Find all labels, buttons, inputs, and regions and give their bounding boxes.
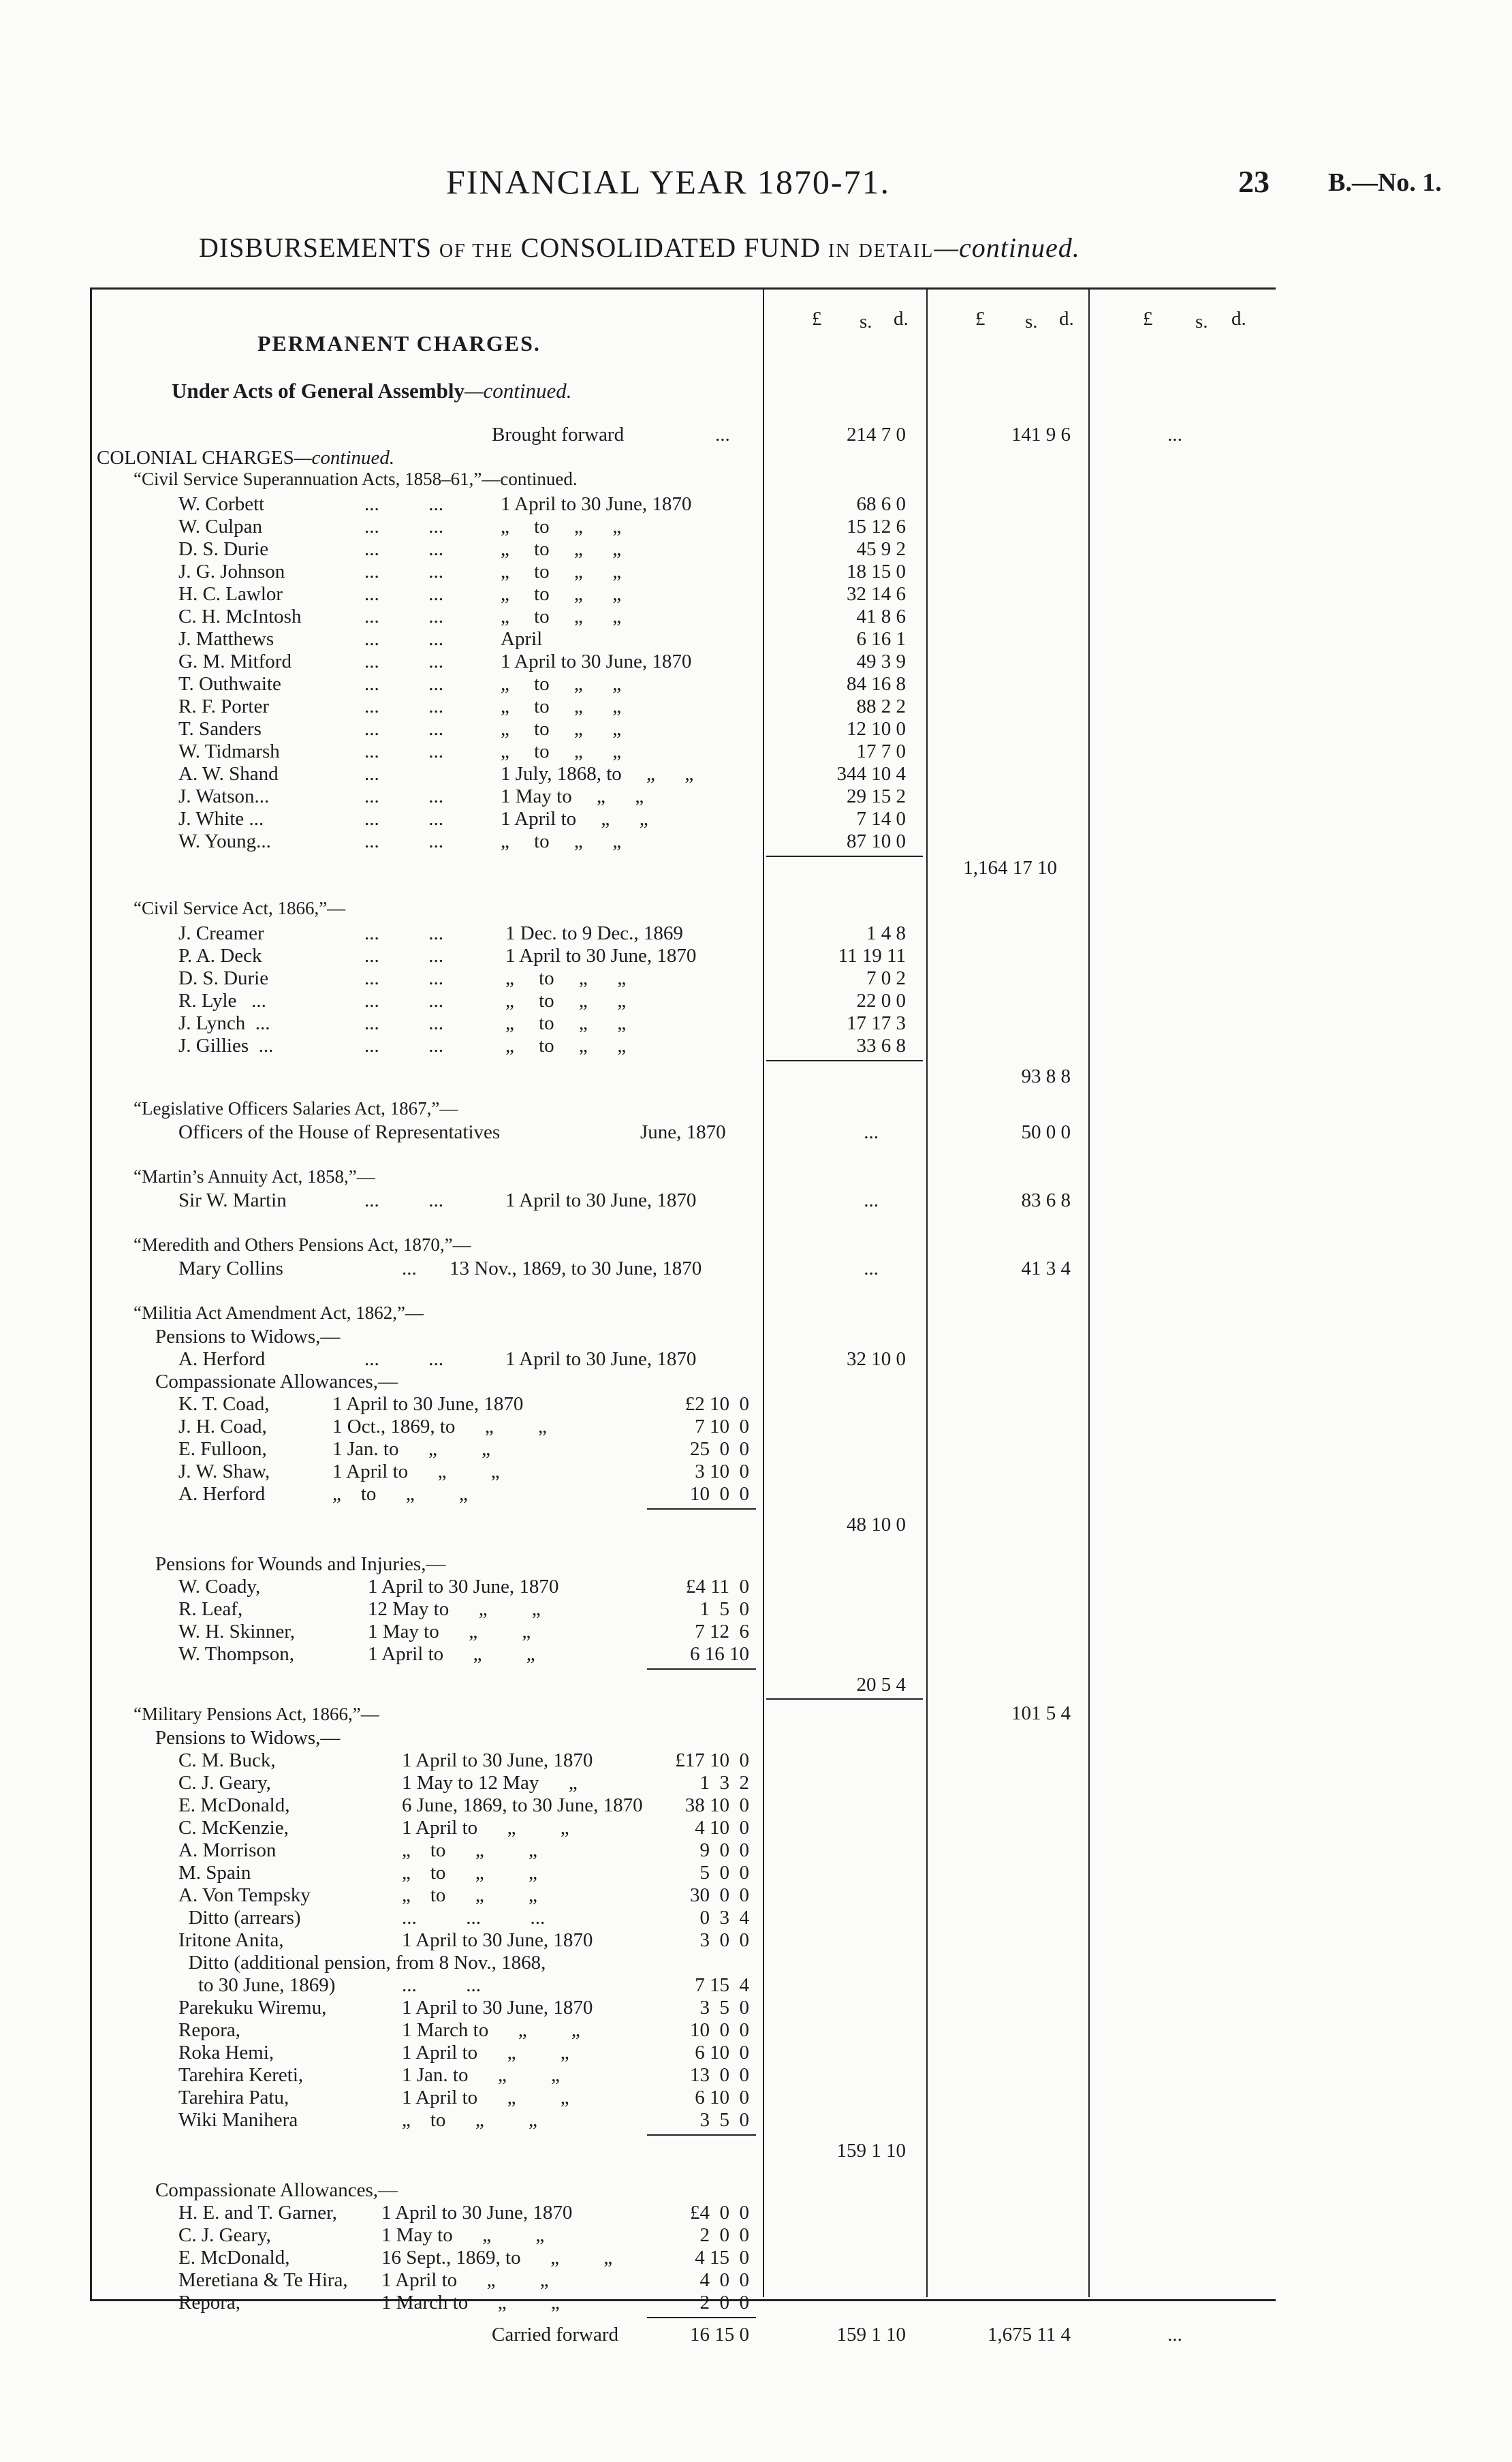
row-period: 1 May to „ „	[381, 2224, 545, 2246]
pensioner-name: C. McKenzie,	[178, 1817, 289, 1839]
brought-forward-dots: ...	[715, 424, 730, 446]
inner-amount: £4 11 0	[685, 1576, 749, 1598]
pensioner-name: W. Tidmarsh	[178, 741, 280, 762]
row-period: „ to „ „	[402, 1884, 537, 1906]
pensioner-name: R. Leaf,	[178, 1598, 243, 1620]
inner-amount: 3 5 0	[699, 1997, 749, 2019]
row-amount: 29 15 2	[847, 785, 906, 807]
total-rule	[647, 2134, 756, 2136]
row-dots: ... ...	[364, 741, 443, 762]
act-heading: “Militia Act Amendment Act, 1862,”—	[133, 1303, 424, 1323]
total-rule	[766, 1698, 923, 1700]
pensioner-name: J. White ...	[178, 808, 264, 830]
colonial-heading	[97, 447, 394, 469]
row-period: „ to „ „	[505, 990, 627, 1012]
carried-forward-col2: 1,675 11 4	[987, 2324, 1071, 2346]
row-amount: 17 17 3	[847, 1012, 906, 1034]
pensioner-name: E. Fulloon,	[178, 1438, 267, 1460]
row-period: 6 June, 1869, to 30 June, 1870	[402, 1794, 643, 1816]
total-rule	[647, 1508, 756, 1510]
pensioner-name: J. H. Coad,	[178, 1416, 267, 1437]
subtitle-part: DISBURSEMENTS	[199, 232, 432, 263]
row-dots: ... ...	[364, 808, 443, 830]
inner-amount: 4 15 0	[695, 2247, 749, 2269]
pensioner-name: R. Lyle ...	[178, 990, 266, 1012]
row-amount: 32 14 6	[847, 583, 906, 605]
row-period: 1 April to „ „	[402, 1817, 569, 1839]
col-pence: d.	[1059, 308, 1074, 330]
row-period: 12 May to „ „	[368, 1598, 541, 1620]
row-amount: 45 9 2	[856, 538, 906, 560]
row-dots: ... ...	[364, 606, 443, 627]
column-divider	[926, 287, 928, 2297]
row-period: 1 April to „ „	[368, 1643, 535, 1665]
row-amount: 12 10 0	[847, 718, 906, 740]
act-line: Officers of the House of Representatives	[178, 1121, 501, 1143]
inner-amount: 7 10 0	[695, 1416, 749, 1437]
row-period: „ to „ „	[501, 538, 622, 560]
pensioner-name: Tarehira Kereti,	[178, 2064, 304, 2086]
row-period: 1 Jan. to „ „	[332, 1438, 490, 1460]
pensioner-name: A. W. Shand	[178, 763, 279, 785]
brought-forward-col2: 141 9 6	[1011, 424, 1071, 446]
inner-amount: £17 10 0	[675, 1749, 749, 1771]
row-period: „ to „ „	[501, 741, 622, 762]
row-dots: ... ...	[364, 673, 443, 695]
pensioner-name: W. Young...	[178, 830, 271, 852]
subtitle-part: IN	[828, 240, 851, 262]
pensioner-name: Iritone Anita,	[178, 1929, 284, 1951]
row-dots: ... ...	[364, 830, 443, 852]
pensioner-name: J. G. Johnson	[178, 561, 285, 582]
row-period: „ to „ „	[501, 718, 622, 740]
row-period: „ to „ „	[501, 673, 622, 695]
act-total: 1,164 17 10	[963, 857, 1057, 879]
row-period: 1 April to „ „	[402, 2087, 569, 2108]
row-period: 16 Sept., 1869, to „ „	[381, 2247, 613, 2269]
row-dots: ... ...	[364, 718, 443, 740]
act-line: Mary Collins	[178, 1258, 283, 1279]
pensioner-name: P. A. Deck	[178, 945, 262, 967]
pensioner-name: T. Outhwaite	[178, 673, 281, 695]
inner-amount: 1 3 2	[699, 1772, 749, 1794]
pensioner-name: T. Sanders	[178, 718, 262, 740]
row-dots: ... ...	[364, 945, 443, 967]
row-period: 1 May to „ „	[501, 785, 644, 807]
row-dots: ... ...	[364, 1012, 443, 1034]
row-period: 1 April to 30 June, 1870	[368, 1576, 559, 1598]
inner-amount: 30 0 0	[690, 1884, 749, 1906]
row-amount: 49 3 9	[856, 651, 906, 672]
pensioner-name: Wiki Manihera	[178, 2109, 298, 2131]
colonial-heading-text: COLONIAL CHARGES	[97, 447, 294, 469]
row-period: 1 April to „ „	[501, 808, 648, 830]
col-pound: £	[1143, 308, 1153, 330]
row-dots: ... ...	[364, 922, 443, 944]
row-period: 1 April to 30 June, 1870	[501, 493, 692, 515]
pensioner-name: Repora,	[178, 2019, 240, 2041]
pensioner-name: R. F. Porter	[178, 696, 270, 717]
row-period: „ to „ „	[402, 1839, 537, 1861]
document-reference: B.—No. 1.	[1328, 168, 1442, 197]
inner-amount: 4 0 0	[699, 2269, 749, 2291]
row-period: 13 Nov., 1869, to 30 June, 1870	[450, 1258, 702, 1279]
pensioner-name: to 30 June, 1869)	[178, 1974, 336, 1996]
row-amount: 87 10 0	[847, 830, 906, 852]
pensioner-name: D. S. Durie	[178, 967, 269, 989]
inner-amount: 9 0 0	[699, 1839, 749, 1861]
row-amount: 88 2 2	[856, 696, 906, 717]
pensioner-name: H. C. Lawlor	[178, 583, 283, 605]
col-shilling: s.	[1195, 311, 1208, 332]
row-period: „ to „ „	[402, 2109, 537, 2131]
pensioner-name: J. W. Shaw,	[178, 1461, 270, 1482]
total-rule	[647, 2317, 756, 2318]
act-line: Sir W. Martin	[178, 1189, 287, 1211]
row-amount: 22 0 0	[856, 990, 906, 1012]
row-amount: 15 12 6	[847, 516, 906, 537]
row-period: „ to „ „	[402, 1862, 537, 1884]
row-period: „ to „ „	[505, 1012, 627, 1034]
brought-forward-col1: 214 7 0	[847, 424, 906, 446]
row-period: 1 Oct., 1869, to „ „	[332, 1416, 547, 1437]
brought-forward-label: Brought forward	[492, 424, 625, 446]
row-dots: ... ...	[364, 990, 443, 1012]
pensioner-name: W. Corbett	[178, 493, 265, 515]
pensioner-name: G. M. Mitford	[178, 651, 292, 672]
row-period: April	[501, 628, 543, 650]
row-period: „ to „ „	[501, 830, 622, 852]
section-subtitle-text: Under Acts of General Assembly	[172, 379, 464, 403]
row-dots: ... ...	[364, 516, 443, 537]
pensioner-name: Ditto (additional pension, from 8 Nov., 1868,	[178, 1952, 546, 1974]
group-total: 159 1 10	[836, 2140, 906, 2162]
inner-amount: 7 12 6	[695, 1621, 749, 1642]
row-amount: 32 10 0	[847, 1348, 906, 1370]
row-period: 1 May to „ „	[368, 1621, 531, 1642]
inner-amount: 25 0 0	[690, 1438, 749, 1460]
pensioner-name: Tarehira Patu,	[178, 2087, 289, 2108]
carried-forward-label: Carried forward	[492, 2324, 618, 2346]
row-period: 1 April to 30 June, 1870	[501, 651, 692, 672]
carried-forward-col3: ...	[1167, 2324, 1182, 2346]
row-dots: ...	[402, 1258, 417, 1279]
row-period: 1 July, 1868, to „ „	[501, 763, 694, 785]
row-period: 1 April to „ „	[402, 2042, 569, 2063]
row-dots: ... ...	[364, 628, 443, 650]
row-dots: ... ...	[364, 538, 443, 560]
pensioner-name: E. McDonald,	[178, 2247, 290, 2269]
pensioner-name: A. Von Tempsky	[178, 1884, 311, 1906]
group-label: Compassionate Allowances,—	[155, 2179, 398, 2201]
row-dots: ... ...	[364, 967, 443, 989]
pensioner-name: J. Gillies ...	[178, 1035, 274, 1057]
row-dots: ... ...	[364, 583, 443, 605]
pensioner-name: J. Creamer	[178, 922, 264, 944]
section-subtitle	[172, 379, 572, 403]
row-amount: 6 16 1	[856, 628, 906, 650]
row-period: 1 April to 30 June, 1870	[402, 1749, 593, 1771]
pensioner-name: J. Matthews	[178, 628, 274, 650]
row-period: 1 April to 30 June, 1870	[381, 2202, 573, 2224]
pensioner-name: E. McDonald,	[178, 1794, 290, 1816]
pensioner-name: Repora,	[178, 2292, 240, 2313]
pensioner-name: W. Thompson,	[178, 1643, 294, 1665]
row-amount: 17 7 0	[856, 741, 906, 762]
row-period: 1 April to 30 June, 1870	[402, 1929, 593, 1951]
row-period: 1 Jan. to „ „	[402, 2064, 560, 2086]
inner-amount: £2 10 0	[684, 1393, 749, 1415]
pensioner-name: A. Herford	[178, 1348, 266, 1370]
pensioner-name: C. M. Buck,	[178, 1749, 276, 1771]
row-period: 1 Dec. to 9 Dec., 1869	[505, 922, 683, 944]
row-period: June, 1870	[640, 1121, 726, 1143]
colonial-heading-cont: —continued.	[294, 447, 395, 469]
inner-amount: 5 0 0	[699, 1862, 749, 1884]
act-col1: ...	[864, 1121, 879, 1143]
group-label: Compassionate Allowances,—	[155, 1371, 398, 1392]
section-title: PERMANENT CHARGES.	[257, 331, 541, 356]
act-col1: ...	[864, 1258, 879, 1279]
act-heading: “Meredith and Others Pensions Act, 1870,”—	[133, 1234, 471, 1255]
act-heading: “Legislative Officers Salaries Act, 1867,”—	[133, 1098, 458, 1119]
row-period: 1 April to 30 June, 1870	[505, 945, 697, 967]
pensioner-name: Roka Hemi,	[178, 2042, 274, 2063]
row-period: ... ... ...	[402, 1907, 546, 1929]
row-amount: 11 19 11	[838, 945, 906, 967]
inner-amount: 7 15 4	[695, 1974, 749, 1996]
row-period: „ to „ „	[505, 967, 627, 989]
inner-amount: 3 5 0	[699, 2109, 749, 2131]
carried-forward-inner: 16 15 0	[690, 2324, 749, 2346]
subtitle-part: DETAIL	[858, 240, 934, 262]
inner-amount: 6 10 0	[695, 2042, 749, 2063]
inner-amount: 6 16 10	[690, 1643, 749, 1665]
row-amount: 84 16 8	[847, 673, 906, 695]
row-period: „ to „ „	[501, 561, 622, 582]
row-period: „ to „ „	[332, 1483, 468, 1505]
brought-forward-col3: ...	[1167, 424, 1182, 446]
pensioner-name: A. Morrison	[178, 1839, 277, 1861]
col-pence: d.	[894, 308, 909, 330]
act-col2: 83 6 8	[1021, 1189, 1071, 1211]
pensioner-name: W. Culpan	[178, 516, 262, 537]
col-pound: £	[975, 308, 986, 330]
row-dots: ... ...	[364, 696, 443, 717]
row-dots: ... ...	[364, 785, 443, 807]
group-total: 20 5 4	[856, 1674, 906, 1696]
row-period: 1 May to 12 May „	[402, 1772, 578, 1794]
act-col2: 41 3 4	[1021, 1258, 1071, 1279]
row-period: ... ...	[402, 1974, 481, 1996]
pensioner-name: J. Watson...	[178, 785, 270, 807]
row-amount: 68 6 0	[856, 493, 906, 515]
act-heading: “Martin’s Annuity Act, 1858,”—	[133, 1166, 375, 1187]
page-title: FINANCIAL YEAR 1870-71.	[446, 163, 890, 201]
group-label: Pensions for Wounds and Injuries,—	[155, 1553, 446, 1575]
inner-amount: 1 5 0	[699, 1598, 749, 1620]
total-rule	[766, 1060, 923, 1061]
inner-amount: 38 10 0	[684, 1794, 749, 1816]
row-period: 1 April to „ „	[381, 2269, 549, 2291]
row-amount: 33 6 8	[856, 1035, 906, 1057]
pensioner-name: K. T. Coad,	[178, 1393, 270, 1415]
subtitle-part: OF THE	[439, 240, 514, 262]
act-heading: “Civil Service Superannuation Acts, 1858–61,”—continued.	[133, 469, 578, 489]
row-amount: 18 15 0	[847, 561, 906, 582]
row-dots: ...	[364, 763, 379, 785]
row-amount: 7 0 2	[866, 967, 906, 989]
inner-amount: 2 0 0	[699, 2224, 749, 2246]
row-period: 1 April to 30 June, 1870	[402, 1997, 593, 2019]
row-amount: 344 10 4	[836, 763, 906, 785]
inner-amount: £4 0 0	[690, 2202, 749, 2224]
row-period: 1 April to 30 June, 1870	[332, 1393, 524, 1415]
row-dots: ... ...	[364, 1348, 443, 1370]
act-total: 93 8 8	[1021, 1065, 1071, 1087]
total-rule	[766, 856, 923, 857]
col-pence: d.	[1231, 308, 1246, 330]
section-subtitle-cont: —continued.	[464, 379, 572, 403]
inner-amount: 6 10 0	[695, 2087, 749, 2108]
row-dots: ... ...	[364, 1035, 443, 1057]
total-rule	[647, 1668, 756, 1670]
row-period: 1 March to „ „	[381, 2292, 560, 2313]
column-divider	[763, 287, 764, 2297]
pensioner-name: C. J. Geary,	[178, 2224, 271, 2246]
row-amount: 1 4 8	[866, 922, 906, 944]
row-period: „ to „ „	[505, 1035, 627, 1057]
carried-forward-col1: 159 1 10	[836, 2324, 906, 2346]
pensioner-name: C. J. Geary,	[178, 1772, 271, 1794]
row-period: 1 March to „ „	[402, 2019, 580, 2041]
row-period: „ to „ „	[501, 583, 622, 605]
group-label: Pensions to Widows,—	[155, 1727, 341, 1749]
page-subtitle	[199, 232, 1080, 264]
pensioner-name: Ditto (arrears)	[178, 1907, 301, 1929]
subtitle-part: CONSOLIDATED FUND	[520, 232, 821, 263]
act-col2: 50 0 0	[1021, 1121, 1071, 1143]
row-amount: 41 8 6	[856, 606, 906, 627]
row-dots: ... ...	[364, 651, 443, 672]
row-dots: ... ...	[364, 1189, 443, 1211]
pensioner-name: Meretiana & Te Hira,	[178, 2269, 348, 2291]
inner-amount: 10 0 0	[690, 2019, 749, 2041]
pensioner-name: D. S. Durie	[178, 538, 269, 560]
inner-amount: 3 0 0	[699, 1929, 749, 1951]
pensioner-name: M. Spain	[178, 1862, 251, 1884]
group-label: Pensions to Widows,—	[155, 1326, 341, 1347]
row-period: „ to „ „	[501, 516, 622, 537]
col-shilling: s.	[1025, 311, 1038, 332]
pensioner-name: Parekuku Wiremu,	[178, 1997, 327, 2019]
act-heading: “Civil Service Act, 1866,”—	[133, 898, 346, 918]
act-total: 101 5 4	[1011, 1702, 1071, 1724]
group-total: 48 10 0	[847, 1514, 906, 1536]
act-col1: ...	[864, 1189, 879, 1211]
subtitle-part: —continued.	[934, 232, 1080, 263]
inner-amount: 10 0 0	[690, 1483, 749, 1505]
page-number: 23	[1238, 164, 1270, 199]
pensioner-name: J. Lynch ...	[178, 1012, 270, 1034]
act-heading: “Military Pensions Act, 1866,”—	[133, 1704, 379, 1724]
pensioner-name: H. E. and T. Garner,	[178, 2202, 337, 2224]
pensioner-name: W. Coady,	[178, 1576, 261, 1598]
row-dots: ... ...	[364, 561, 443, 582]
inner-amount: 3 10 0	[695, 1461, 749, 1482]
pensioner-name: C. H. McIntosh	[178, 606, 302, 627]
inner-amount: 13 0 0	[690, 2064, 749, 2086]
column-divider	[1088, 287, 1090, 2297]
col-pound: £	[812, 308, 822, 330]
row-period: 1 April to 30 June, 1870	[505, 1189, 697, 1211]
inner-amount: 2 0 0	[699, 2292, 749, 2313]
row-period: 1 April to 30 June, 1870	[505, 1348, 697, 1370]
pensioner-name: W. H. Skinner,	[178, 1621, 295, 1642]
row-amount: 7 14 0	[856, 808, 906, 830]
inner-amount: 0 3 4	[699, 1907, 749, 1929]
col-shilling: s.	[860, 311, 872, 332]
row-dots: ... ...	[364, 493, 443, 515]
row-period: 1 April to „ „	[332, 1461, 500, 1482]
pensioner-name: A. Herford	[178, 1483, 266, 1505]
row-period: „ to „ „	[501, 696, 622, 717]
inner-amount: 4 10 0	[695, 1817, 749, 1839]
row-period: „ to „ „	[501, 606, 622, 627]
